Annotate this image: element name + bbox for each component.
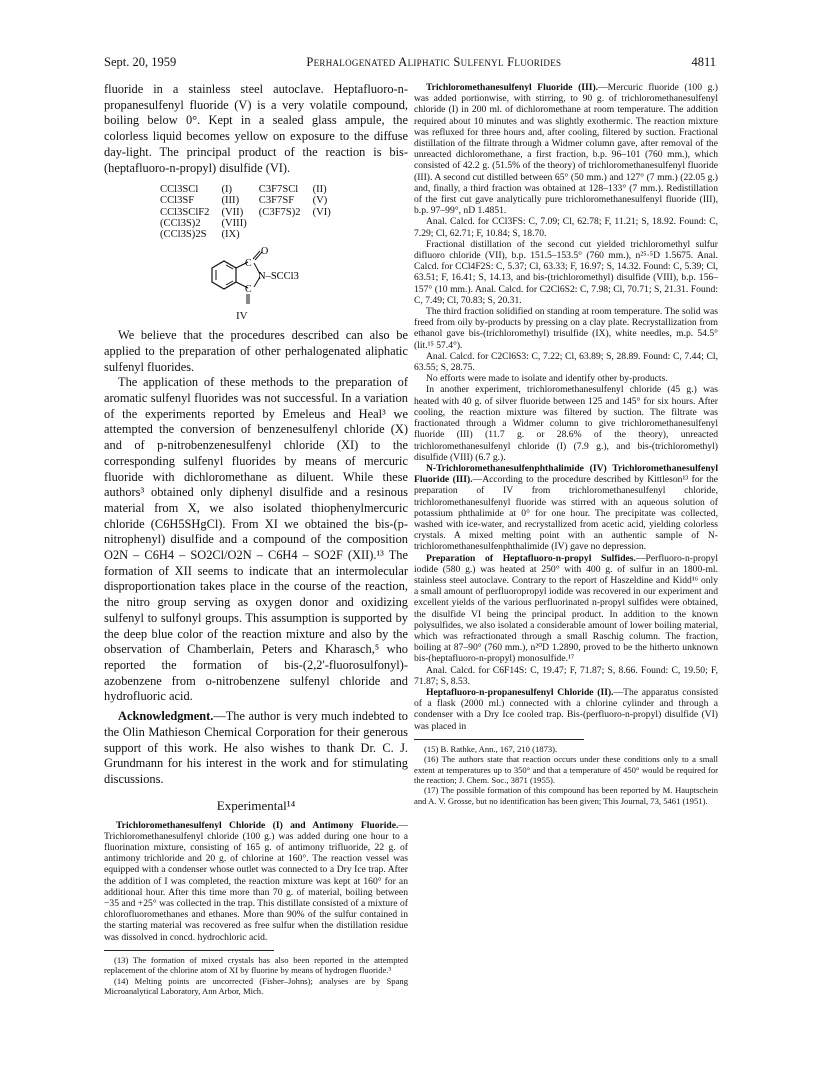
- paragraph: In another experiment, trichloromethanesulfenyl chloride (45 g.) was heated with 40 g. of silver fluoride between 125 and 145° for six hours. After cooling, the reaction mixture was filtered by suction. The filtrate was fractionated through a Widmer column to give trichloromethanesulfenyl fluoride (III) (11.7 g. or 28.6% of the theory), unreacted trichloromethanesulfenyl chloride (I) (7.9 g.), and bis-(trichloromethyl) disulfide (VIII) (6.7 g.).: [414, 384, 718, 463]
- procedure-text: —According to the procedure described by Kittleson¹³ for the preparation of IV from trichloromethanesulfenyl chloride, trichloromethanesulfenyl fluoride was stirred with an aqueous solution of potassium phthalimide at 0° for one hour. The precipitate was collected, washed with ice-water, and recrystallized from acetic acid, yielding colorless crystals. A mixed melting point with an authentic sample of N-trichloromethanesulfenphthalimide (IV) gave no depression.: [414, 474, 719, 553]
- footnote: (16) The authors state that reaction occurs under these conditions only to a small extent at temperatures up to 350° and that a temperature of 450° would be required for the reaction; J. Chem. Soc., 3871 (1955).: [414, 754, 718, 785]
- compound-row: [160, 218, 343, 229]
- compound-number: (II): [312, 184, 327, 196]
- compound-formula: (CCl3S)2: [160, 217, 201, 229]
- procedure-heading: Trichloromethanesulfenyl Chloride (I) and Antimony Fluoride.: [116, 819, 399, 831]
- procedure-text: —Trichloromethanesulfenyl chloride (100 g.) was added during one hour to a fluorination mixture, consisting of 165 g. of antimony trifluoride, 22 g. of antimony trichloride and 20 g. of chlorine at 160°. The reaction vessel was equipped with a condenser whose outlet was connected to a Dry Ice trap. After the addition of I was completed, the reaction mixture was kept at 160° for an additional hour. After this time more than 70 g. of material, boiling between −35 and +25° was collected in the trap. This distillate consisted of a mixture of chlorofluoromethanes and ethanes. More than 90% of the sulfur contained in the starting material was recovered as free sulfur when the distillation residue was dissolved in concd. hydrochloric acid.: [104, 819, 408, 943]
- paragraph: We believe that the procedures described can also be applied to the preparation of other perhalogenated aliphatic sulfenyl fluorides.: [104, 328, 408, 374]
- procedure-heading: Trichloromethanesulfenyl Fluoride (III).: [426, 82, 599, 93]
- procedure-paragraph: [414, 463, 718, 553]
- compound-number: (IX): [221, 229, 240, 241]
- phthalimide-structure: [198, 246, 408, 328]
- paragraph: The third fraction solidified on standing at room temperature. The solid was freed from oily by-products by pressing on a clay plate. Recrystallization from ethanol gave bis-(trichloromethyl) trisulfide (IX), white needles, m.p. 54.5° (lit.¹⁵ 57.4°).: [414, 306, 718, 351]
- compound-row: [160, 184, 343, 195]
- footnote: (17) The possible formation of this compound has been reported by M. Hauptschein and A. V. Grosse, but no identification has been given; This Journal, 73, 5461 (1951).: [414, 785, 718, 806]
- compound-number: (III): [221, 195, 240, 207]
- compound-row: [160, 195, 343, 206]
- experimental-paragraph: [104, 820, 408, 943]
- left-column: [104, 82, 408, 996]
- analysis-paragraph: Anal. Calcd. for C6F14S: C, 19.47; F, 71.87; S, 8.66. Found: C, 19.50; F, 71.87; S, 8.53.: [414, 664, 718, 687]
- phthalimide-ring-drawing: [198, 246, 338, 316]
- procedure-paragraph: [414, 687, 718, 732]
- procedure-paragraph: [414, 82, 718, 216]
- compound-number: (VII): [221, 206, 244, 218]
- header-title: Perhalogenated Aliphatic Sulfenyl Fluorides: [306, 54, 562, 69]
- intro-paragraph: fluoride in a stainless steel autoclave. Heptafluoro-n-propanesulfenyl fluoride (V) is a very volatile compound, boiling below 0°. Kept in a sealed glass ampule, the colorless liquid becomes yellow on exposure to the diffuse day-light. The principal product of the reaction is bis-(heptafluoro-n-propyl) disulfide (VI).: [104, 82, 408, 175]
- procedure-text: —Perfluoro-n-propyl iodide (580 g.) was heated at 250° with 400 g. of sulfur in an 1800-ml. stainless steel autoclave. Contrary to the report of Haszeldine and Kidd¹⁶ only a small amount of perfluoropropyl iodide was recovered in our experiment and excellent yields of the various perfluorinated n-propyl sulfides were obtained, the disulfide VI being the principal product. In addition to the known polysulfides, we also isolated a considerable amount of lower boiling material, which was refractionated through a small Raschig column. The fraction, boiling at 87–90° (760 mm.), n²⁰D 1.2890, proved to be the hitherto unknown bis-(heptafluoro-n-propyl) monosulfide.¹⁷: [414, 552, 718, 665]
- compound-formula: C3F7SF: [258, 195, 295, 207]
- compound-formula: C3F7SCl: [258, 184, 299, 196]
- analysis-paragraph: Anal. Calcd. for C2Cl6S3: C, 7.22; Cl, 63.89; S, 28.89. Found: C, 7.44; Cl, 63.55; S, 28.75.: [414, 350, 718, 374]
- footnote-rule: [104, 950, 274, 951]
- right-column: [414, 82, 718, 806]
- acknowledgment-paragraph: [104, 709, 408, 788]
- compound-list: [160, 184, 343, 240]
- compound-row: [160, 207, 343, 218]
- page-header: [104, 54, 716, 70]
- compound-formula: CCl3SClF2: [160, 206, 210, 218]
- analysis-paragraph: Anal. Calcd. for CCl3FS: C, 7.09; Cl, 62.78; F, 11.21; S, 18.92. Found: C, 7.29; Cl, 62.71; F, 10.84; S, 18.70.: [414, 216, 718, 239]
- compound-formula: (C3F7S)2: [258, 206, 301, 218]
- acknowledgment-heading: Acknowledgment.: [118, 709, 214, 724]
- svg-text:O: O: [261, 246, 269, 258]
- experimental-heading: Experimental¹⁴: [216, 797, 296, 813]
- acknowledgment-text: —The author is very much indebted to the Olin Mathieson Chemical Corporation for their generous support of this work. He also wishes to thank Dr. C. J. Grundmann for his interest in the work and for stimulating discussions.: [104, 709, 408, 786]
- header-date: Sept. 20, 1959: [104, 54, 177, 69]
- compound-number: (I): [221, 184, 233, 196]
- compound-number: (V): [312, 195, 328, 207]
- footnote: (13) The formation of mixed crystals has also been reported in the attempted replacement of the chlorine atom of XI by fluorine by means of hydrogen fluoride.³: [104, 954, 408, 976]
- procedure-text: —Mercuric fluoride (100 g.) was added portionwise, with stirring, to 90 g. of trichloromethanesulfenyl chloride (I) in 200 ml. of dichloromethane at room temperature. The addition required about 10 minutes and was slightly exothermic. The reaction mixture was refluxed for three hours and, after cooling, filtered by suction. Fractional distillation of the filtrate through a Widmer column gave, after removal of the unreacted dichloromethane, a first fraction, b.p. 96–101 (760 mm.), which consisted of 42.2 g. (51.5% of the theory) of trichloromethanesulfenyl fluoride (III). A second cut distilled between 65° (50 mm.) and 127° (7 mm.) (22.05 g.) and, finally, a third fraction was obtained at 128–133° (7 mm.). Redistillation of the first cut gave analytically pure trichloromethanesulfenyl fluoride (III), b.p. 97–99°, nD 1.4851.: [414, 82, 718, 217]
- imide-group-label: N–SCCl3: [258, 271, 299, 283]
- procedure-text: —The apparatus consisted of a flask (2000 ml.) connected with a chlorine cylinder and through a condenser with a Dry Ice cooled trap. Bis-(perfluoro-n-propyl) disulfide (VI) was placed in: [414, 686, 718, 732]
- footnote: (15) B. Rathke, Ann., 167, 210 (1873).: [424, 743, 558, 754]
- procedure-paragraph: [414, 553, 718, 665]
- header-page-number: 4811: [691, 54, 716, 69]
- procedure-heading: N-Trichloromethanesulfenphthalimide (IV) Trichloromethanesulfenyl Fluoride (III).: [414, 462, 718, 486]
- paragraph: The application of these methods to the preparation of aromatic sulfenyl fluorides was not successful. In a variation of the experiments reported by Emeleus and Heal³ we attempted the conversion of benzenesulfenyl chloride (X) and of p-nitrobenzenesulfenyl chloride (XI) to the corresponding sulfenyl fluorides by means of mercuric fluoride with dichloromethane as diluent. While these authors³ obtained only diphenyl disulfide and a resinous material from X, we also isolated thiophenylmercuric chloride (C6H5SHgCl). From XI we obtained the bis-(p-nitrophenyl) disulfide and a compound of the composition O2N – C6H4 – SO2Cl/O2N – C6H4 – SO2F (XII).¹³ The formation of XII seems to indicate that an intermolecular disproportionation takes place in the course of the reaction, the nitro group serving as oxygen donor and oxidizing sulfenyl to sulfonyl groups. This assumption is supported by the deep blue color of the reaction mixture and also by the observation of Chamberlain, Peters and Kharasch,⁵ who reported the formation of bis-(2,2'-fluorosulfonyl)-azobenzene from o-nitrobenzene sulfenyl chloride and hydrofluoric acid.: [104, 375, 408, 704]
- footnote: (14) Melting points are uncorrected (Fisher–Johns); analyses are by Spang Microanalytical Laboratory, Ann Arbor, Mich.: [104, 975, 408, 997]
- svg-text:C: C: [245, 284, 252, 296]
- footnote-rule: [414, 739, 584, 740]
- compound-row: [160, 229, 343, 240]
- compound-formula: CCl3SCl: [160, 184, 199, 196]
- procedure-heading: Heptafluoro-n-propanesulfenyl Chloride (II).: [426, 686, 614, 698]
- compound-formula: (CCl3S)2S: [160, 229, 207, 241]
- paragraph: Fractional distillation of the second cut yielded trichloromethyl sulfur difluoro chloride (VII), b.p. 151.5–153.5° (760 mm.), n²⁵·⁵D 1.5675. Anal. Calcd. for CCl4F2S: C, 5.37; Cl, 63.33; F, 16.97; S, 14.32. Found: C, 5.39; Cl, 63.51; F, 16.41; S, 14.13, and bis-(trichloromethyl) disulfide (VIII), b.p. 156–157° (10 mm.). Anal. Calcd. for C2Cl6S2: C, 7.98; Cl, 70.71; S, 21.31. Found: C, 7.49; Cl, 70.83; S, 20.31.: [414, 238, 718, 306]
- paragraph: No efforts were made to isolate and identify other by-products.: [426, 373, 668, 385]
- compound-number: (VI): [312, 206, 331, 218]
- structure-label: IV: [236, 310, 248, 323]
- procedure-heading: Preparation of Heptafluoro-n-propyl Sulfides.: [426, 552, 636, 564]
- compound-number: (VIII): [221, 217, 247, 229]
- svg-text:C: C: [245, 258, 252, 270]
- compound-formula: CCl3SF: [160, 195, 195, 207]
